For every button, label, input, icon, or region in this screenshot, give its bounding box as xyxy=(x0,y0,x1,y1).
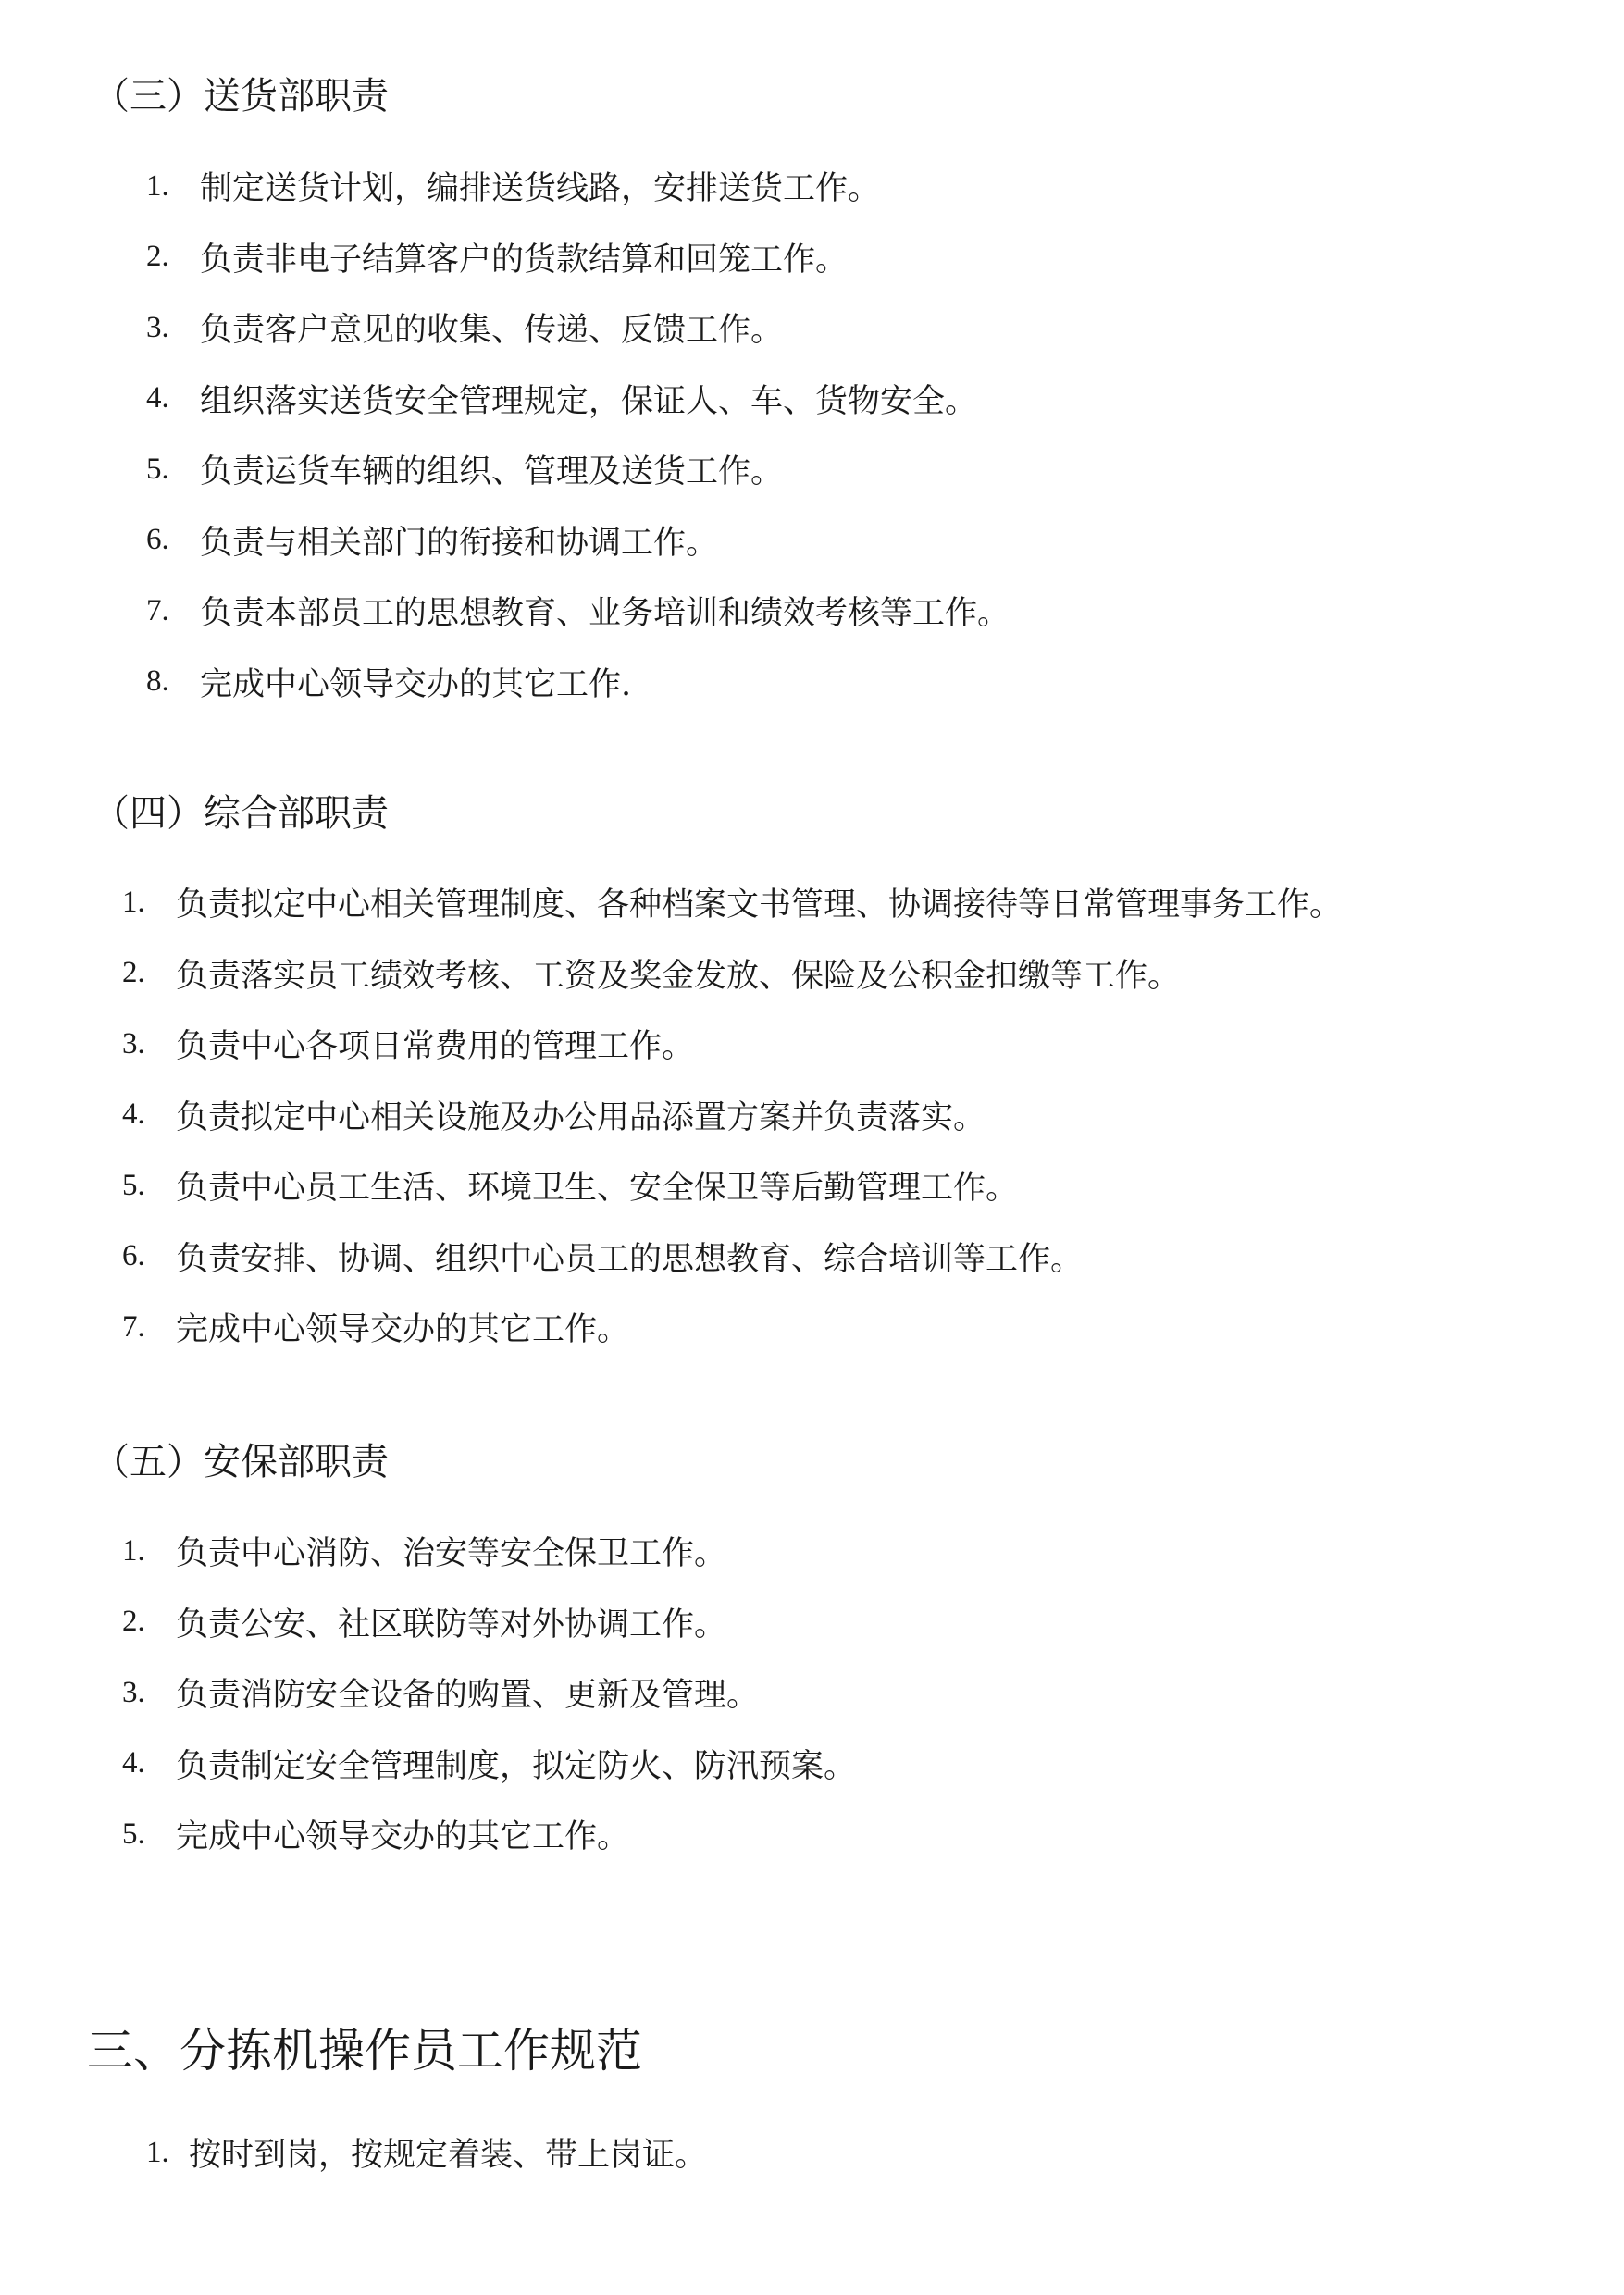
list-item-number: 1. xyxy=(146,2135,169,2169)
list-item-number: 3. xyxy=(122,1675,145,1709)
list-item xyxy=(146,647,1010,718)
list-item xyxy=(122,1516,856,1587)
list-item-text: 负责制定安全管理制度，拟定防火、防汛预案。 xyxy=(176,1747,857,1785)
list-item-text: 负责非电子结算客户的货款结算和回笼工作。 xyxy=(200,241,849,279)
list-item-text: 负责中心员工生活、环境卫生、安全保卫等后勤管理工作。 xyxy=(176,1170,1019,1208)
section-heading-security: （五）安保部职责 xyxy=(93,1441,389,1483)
list-item-text: 负责公安、社区联防等对外协调工作。 xyxy=(176,1606,727,1644)
list-item xyxy=(122,1799,856,1870)
list-item-text: 完成中心领导交办的其它工作。 xyxy=(176,1311,630,1349)
list-item xyxy=(122,1729,856,1800)
list-item-text: 完成中心领导交办的其它工作。 xyxy=(176,1818,630,1856)
list-item xyxy=(122,1657,856,1729)
list-item-text: 负责运货车辆的组织、管理及送货工作。 xyxy=(200,453,784,491)
list-item-number: 2. xyxy=(122,956,145,990)
security-duties-list xyxy=(122,1516,856,1870)
general-affairs-duties-list xyxy=(122,867,1342,1363)
list-item xyxy=(146,505,1010,577)
list-item-text: 负责客户意见的收集、传递、反馈工作。 xyxy=(200,312,784,350)
list-item xyxy=(122,1009,1342,1080)
list-item-number: 8. xyxy=(146,664,169,699)
list-item xyxy=(146,2117,707,2189)
list-item xyxy=(122,938,1342,1010)
list-item xyxy=(146,434,1010,505)
list-item-number: 4. xyxy=(146,381,169,416)
list-item xyxy=(122,1587,856,1658)
list-item-text: 制定送货计划，编排送货线路，安排送货工作。 xyxy=(200,170,881,208)
list-item xyxy=(122,1292,1342,1363)
list-item xyxy=(122,1222,1342,1293)
list-item-text: 负责安排、协调、组织中心员工的思想教育、综合培训等工作。 xyxy=(176,1240,1084,1278)
list-item-text: 负责消防安全设备的购置、更新及管理。 xyxy=(176,1677,760,1715)
list-item-number: 4. xyxy=(122,1098,145,1132)
list-item-number: 1. xyxy=(122,1533,145,1568)
list-item-text: 负责本部员工的思想教育、业务培训和绩效考核等工作。 xyxy=(200,595,1010,633)
chapter-heading-sorter-operator: 三、分拣机操作员工作规范 xyxy=(87,2024,642,2078)
list-item-number: 5. xyxy=(122,1817,145,1851)
list-item xyxy=(122,1150,1342,1222)
list-item-number: 2. xyxy=(146,240,169,274)
list-item-number: 6. xyxy=(146,523,169,557)
list-item-number: 5. xyxy=(146,452,169,486)
list-item xyxy=(146,576,1010,647)
list-item-text: 负责中心各项日常费用的管理工作。 xyxy=(176,1028,695,1066)
list-item-number: 1. xyxy=(146,168,169,203)
list-item-text: 负责拟定中心相关管理制度、各种档案文书管理、协调接待等日常管理事务工作。 xyxy=(176,887,1343,924)
list-item-text: 负责中心消防、治安等安全保卫工作。 xyxy=(176,1535,727,1573)
list-item-number: 7. xyxy=(122,1309,145,1344)
section-heading-delivery: （三）送货部职责 xyxy=(93,75,389,118)
list-item-text: 完成中心领导交办的其它工作. xyxy=(200,665,632,703)
list-item xyxy=(146,151,1010,222)
sorter-operator-rules-list xyxy=(146,2117,707,2189)
list-item xyxy=(146,292,1010,364)
list-item-number: 3. xyxy=(122,1026,145,1061)
list-item-text: 按时到岗，按规定着装、带上岗证。 xyxy=(189,2137,708,2175)
delivery-duties-list xyxy=(146,151,1010,717)
list-item-text: 负责与相关部门的衔接和协调工作。 xyxy=(200,524,719,562)
section-heading-general-affairs: （四）综合部职责 xyxy=(93,792,389,835)
list-item-number: 3. xyxy=(146,310,169,344)
list-item-text: 负责拟定中心相关设施及办公用品添置方案并负责落实。 xyxy=(176,1098,986,1136)
list-item xyxy=(146,222,1010,293)
list-item-number: 1. xyxy=(122,885,145,919)
list-item-number: 4. xyxy=(122,1746,145,1780)
list-item xyxy=(122,867,1342,938)
list-item-text: 负责落实员工绩效考核、工资及奖金发放、保险及公积金扣缴等工作。 xyxy=(176,957,1181,995)
list-item-text: 组织落实送货安全管理规定，保证人、车、货物安全。 xyxy=(200,382,978,420)
list-item xyxy=(122,1080,1342,1151)
list-item xyxy=(146,364,1010,435)
list-item-number: 6. xyxy=(122,1239,145,1273)
list-item-number: 2. xyxy=(122,1605,145,1639)
list-item-number: 5. xyxy=(122,1168,145,1202)
list-item-number: 7. xyxy=(146,593,169,627)
